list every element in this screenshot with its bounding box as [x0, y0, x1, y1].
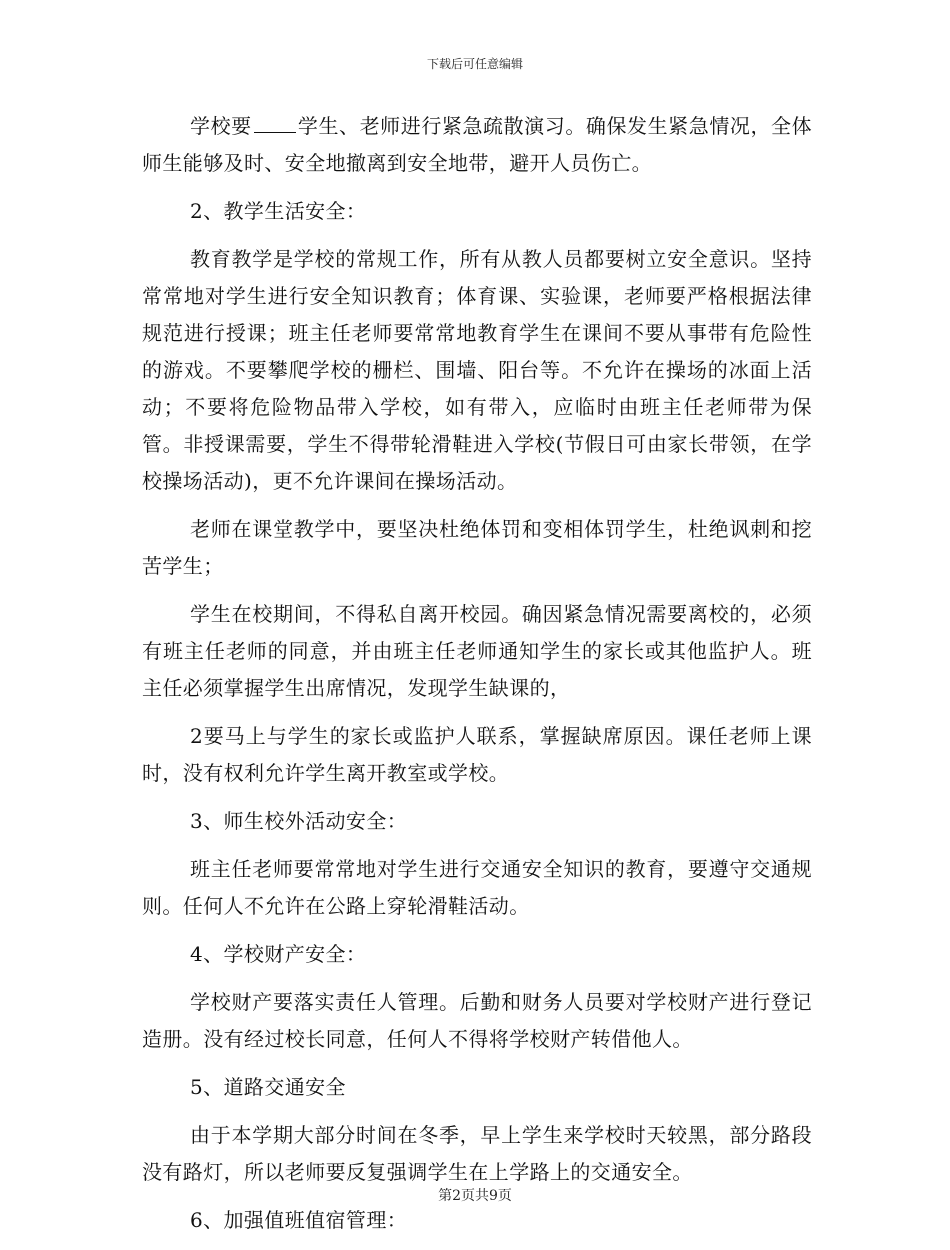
section-heading-4: 4、学校财产安全： [190, 942, 367, 966]
fill-in-blank [254, 112, 296, 133]
paragraph-property-safety: 学校财产要落实责任人管理。后勤和财务人员要对学校财产进行登记造册。没有经过校长同意，任何人不得将学校财产转借他人。 [142, 990, 812, 1051]
paragraph-traffic-education: 班主任老师要常常地对学生进行交通安全知识的教育，要遵守交通规则。任何人不允许在公路上穿轮滑鞋活动。 [142, 857, 812, 918]
section-heading-5: 5、道路交通安全 [190, 1075, 346, 1099]
section-heading-6: 6、加强值班值宿管理： [190, 1208, 408, 1232]
paragraph-no-corporal-punishment: 老师在课堂教学中，要坚决杜绝体罚和变相体罚学生，杜绝讽刺和挖苦学生； [142, 517, 812, 578]
text-segment: 学生、老师进行紧急疏散演习。确保发生紧急情况，全体师生能够及时、安全地撤离到安全地带，避开人员伤亡。 [142, 114, 813, 175]
page-footer: 第2页共9页 [438, 1188, 512, 1204]
paragraph-contact-parents: 2要马上与学生的家长或监护人联系，掌握缺席原因。课任老师上课时，没有权利允许学生离开教室或学校。 [142, 724, 812, 785]
paragraph-teaching-safety: 教育教学是学校的常规工作，所有从教人员都要树立安全意识。坚持常常地对学生进行安全知识教育；体育课、实验课，老师要严格根据法律规范进行授课；班主任老师要常常地教育学生在课间不要从事带有危险性的游戏。不要攀爬学校的栅栏、围墙、阳台等。不允许在操场的冰面上活动；不要将危险物品带入学校，如有带入，应临时由班主任老师带为保管。非授课需要，学生不得带轮滑鞋进入学校(节假日可由家长带领，在学校操场活动)，更不允许课间在操场活动。 [142, 247, 812, 493]
text-segment: 学校要 [190, 114, 252, 138]
paragraph-leaving-campus: 学生在校期间，不得私自离开校园。确因紧急情况需要离校的，必须有班主任老师的同意，并由班主任老师通知学生的家长或其他监护人。班主任必须掌握学生出席情况，发现学生缺课的， [142, 602, 812, 700]
document-body [142, 108, 812, 1250]
paragraph-evacuation-drill [142, 108, 812, 182]
page-header: 下载后可任意编辑 [426, 57, 523, 71]
section-heading-2: 2、教学生活安全： [190, 199, 367, 223]
section-heading-3: 3、师生校外活动安全： [190, 809, 408, 833]
paragraph-road-safety: 由于本学期大部分时间在冬季，早上学生来学校时天较黑，部分路段没有路灯，所以老师要反复强调学生在上学路上的交通安全。 [142, 1123, 812, 1184]
